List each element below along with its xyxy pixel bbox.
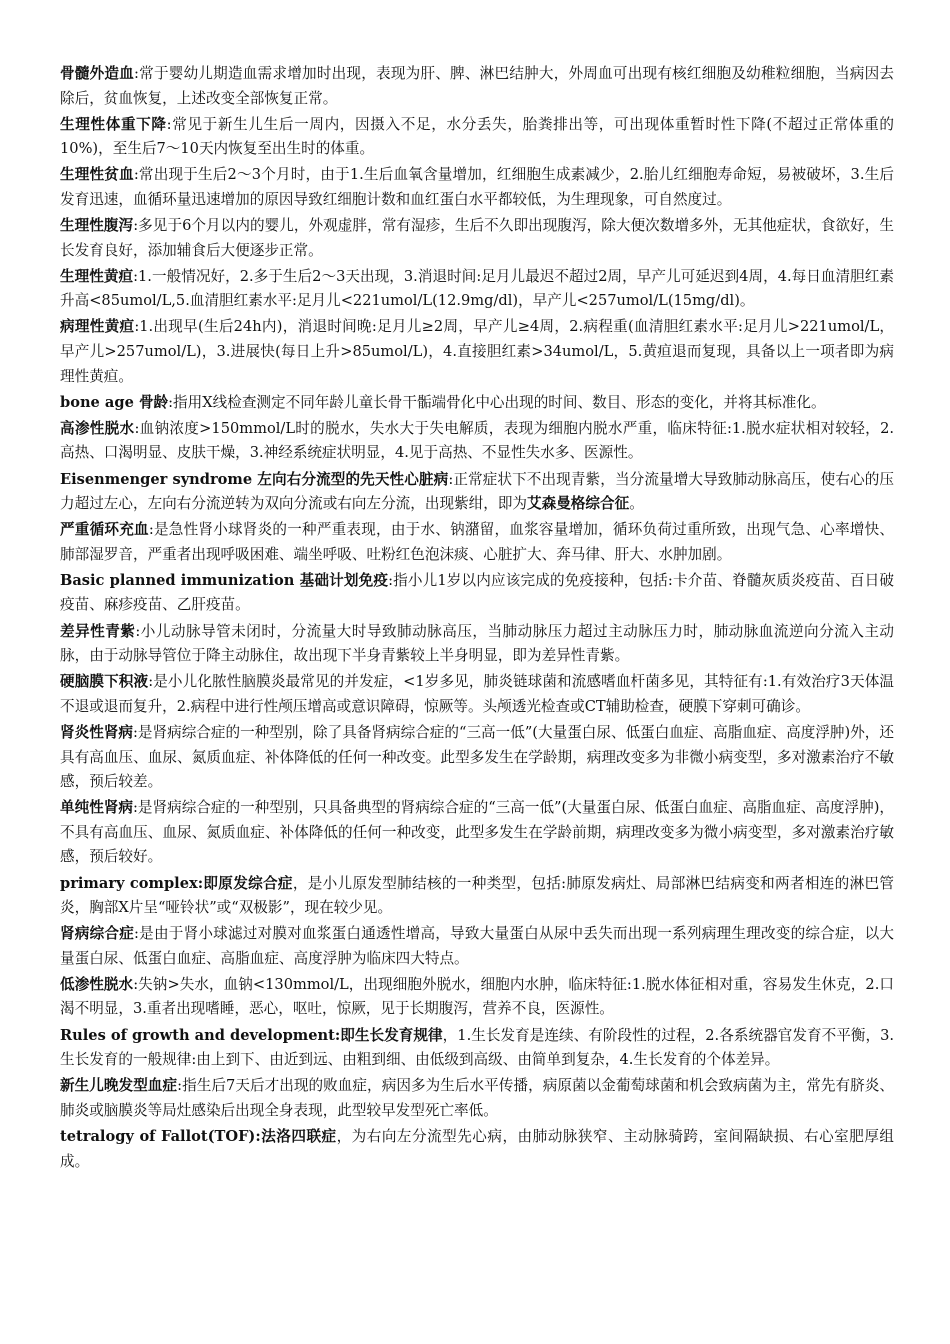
entry-definition: :失钠>失水，血钠<130mmol/L，出现细胞外脱水，细胞内水肿，临床特征:1.脱水体征相对重，容易发生休克，2.口渴不明显，3.重者出现嗜睡，恶心，呕吐，惊厥，见于长期腹泻，营养不良，医源性。 [60,975,894,1018]
glossary-entry [60,518,894,567]
entry-term: 低渗性脱水 [60,975,134,993]
glossary-entry [60,1125,894,1174]
entry-term: 肾炎性肾病 [60,723,133,741]
entry-term: 肾病综合症 [60,925,135,943]
glossary-entry [60,468,894,517]
entry-tail: 。 [629,495,644,513]
entry-definition: :小儿动脉导管未闭时，分流量大时导致肺动脉高压，当肺动脉压力超过主动脉压力时，肺动脉血流逆向分流入主动脉，由于动脉导管位于降主动脉住，故出现下半身青紫较上半身明显，即为差异性青紫。 [60,622,894,665]
entry-definition: :常于婴幼儿期造血需求增加时出现，表现为肝、脾、淋巴结肿大，外周血可出现有核红细胞及幼稚粒细胞，当病因去除后，贫血恢复，上述改变全部恢复正常。 [60,65,894,107]
entry-definition: :多见于6个月以内的婴儿，外观虚胖，常有湿疹，生后不久即出现腹泻，除大便次数增多外，无其他症状，食欲好，生长发育良好，添加辅食后大便逐步正常。 [60,217,894,259]
entry-term: 生理性体重下降 [60,115,167,133]
entry-definition: ，为右向左分流型先心病，由肺动脉狭窄、主动脉骑跨，室间隔缺损、右心室肥厚组成。 [60,1127,894,1170]
glossary-entry [60,391,894,416]
entry-term: 骨髓外造血 [60,65,135,82]
glossary-entry [60,569,894,618]
entry-definition: :指小儿1岁以内应该完成的免疫接种，包括:卡介苗、脊髓灰质炎疫苗、百日破疫苗、麻疹疫苗、乙肝疫苗。 [60,571,894,614]
glossary-entry [60,872,894,921]
entry-term: Basic planned immunization 基础计划免疫 [60,571,389,589]
glossary-entry [60,796,894,870]
entry-term-emphasis: 艾森曼格综合征 [527,495,630,513]
entry-definition: :是肾病综合症的一种型别，只具备典型的肾病综合症的“三高一低”(大量蛋白尿、低蛋白血症、高脂血症、高度浮肿)，不具有高血压、血尿、氮质血症、补体降低的任何一种改变，此型多发生在学龄前期，病理改变多为微小病变型，多对激素治疗敏感，预后较好。 [60,799,894,866]
entry-definition: :是由于肾小球滤过对膜对血浆蛋白通透性增高，导致大量蛋白从尿中丢失而出现一系列病理生理改变的综合症，以大量蛋白尿、低蛋白血症、高脂血症、高度浮肿为临床四大特点。 [60,925,894,967]
entry-definition: :常见于新生儿生后一周内，因摄入不足，水分丢失，胎粪排出等，可出现体重暂时性下降(不超过正常体重的10%)，至生后7～10天内恢复至出生时的体重。 [60,115,894,158]
entry-term: primary complex:即原发综合症 [60,874,293,892]
entry-term: 生理性贫血 [60,166,134,184]
entry-term: 新生儿晚发型血症 [60,1077,178,1095]
glossary-entry [60,163,894,212]
entry-definition: :1.出现早(生后24h内)，消退时间晚:足月儿≥2周，早产儿≥4周，2.病程重(血清胆红素水平:足月儿>221umol/L，早产儿>257umol/L)，3.进展快(每日上升>85umol/L)，4.直接胆红素>34umol/L，5.黄疸退而复现，具备以上一项者即为病理性黄疸。 [60,318,894,385]
entry-definition: :是小儿化脓性脑膜炎最常见的并发症，<1岁多见，肺炎链球菌和流感嗜血杆菌多见，其特征有:1.有效治疗3天体温不退或退而复升，2.病程中进行性颅压增高或意识障碍，惊厥等。头颅透光检查或CT辅助检查，硬膜下穿刺可确诊。 [60,673,894,715]
glossary-entry [60,315,894,389]
entry-definition: :指用X线检查测定不同年龄儿童长骨干骺端骨化中心出现的时间、数目、形态的变化，并将其标准化。 [168,393,826,411]
entry-term: 病理性黄疸 [60,318,135,336]
glossary-entry [60,1024,894,1073]
entry-definition: :指生后7天后才出现的败血症，病因多为生后水平传播，病原菌以金葡萄球菌和机会致病菌为主，常先有脐炎、肺炎或脑膜炎等局灶感染后出现全身表现，此型较早发型死亡率低。 [60,1077,894,1119]
glossary-entry [60,670,894,719]
glossary-entry [60,1074,894,1123]
glossary-entry [60,922,894,971]
glossary-entry [60,62,894,111]
glossary-entry [60,417,894,466]
glossary-entry [60,265,894,314]
entry-definition: :1.一般情况好，2.多于生后2～3天出现，3.消退时间:足月儿最迟不超过2周，早产儿可延迟到4周，4.每日血清胆红素升高<85umol/L,5.血清胆红素水平:足月儿<221umol/L(12.9mg/dl)，早产儿<257umol/L(15mg/dl)。 [60,267,894,310]
entry-term: 差异性青紫 [60,622,136,640]
entry-term: bone age 骨龄 [60,393,169,411]
entry-term: 生理性腹泻 [60,217,134,235]
glossary-entry [60,113,894,162]
entry-term: 硬脑膜下积液 [60,673,149,691]
entry-term: Rules of growth and development:即生长发育规律 [60,1026,443,1044]
entry-term: tetralogy of Fallot(TOF):法洛四联症 [60,1127,337,1145]
entry-definition: ，是小儿原发型肺结核的一种类型，包括:肺原发病灶、局部淋巴结病变和两者相连的淋巴管炎，胸部X片呈“哑铃状”或“双极影”，现在较少见。 [60,874,894,917]
entry-term: 严重循环充血 [60,521,149,539]
entry-term: 生理性黄疸 [60,267,134,285]
entry-term: 高渗性脱水 [60,419,135,437]
entry-definition: :血钠浓度>150mmol/L时的脱水，失水大于失电解质，表现为细胞内脱水严重，临床特征:1.脱水症状相对较轻，2.高热、口渴明显、皮肤干燥，3.神经系统症状明显，4.见于高热、不显性失水多、医源性。 [60,419,894,462]
glossary-entry [60,214,894,263]
glossary-entry [60,721,894,795]
entry-definition: :是肾病综合症的一种型别，除了具备肾病综合症的“三高一低”(大量蛋白尿、低蛋白血症、高脂血症、高度浮肿)外，还具有高血压、血尿、氮质血症、补体降低的任何一种改变。此型多发生在学龄期，病理改变多为非微小病变型，多对激素治疗不敏感，预后较差。 [60,723,894,791]
entry-definition: :常出现于生后2～3个月时，由于1.生后血氧含量增加，红细胞生成素减少，2.胎儿红细胞寿命短，易被破坏，3.生后发育迅速，血循环量迅速增加的原因导致红细胞计数和血红蛋白水平都较低，为生理现象，可自然度过。 [60,166,894,208]
glossary-entry [60,973,894,1022]
entry-definition: :正常症状下不出现青紫，当分流量增大导致肺动脉高压，使右心的压力超过左心，左向右分流逆转为双向分流或右向左分流，出现紫绀，即为 [60,470,894,513]
entry-term: Eisenmenger syndrome 左向右分流型的先天性心脏病 [60,470,449,488]
entry-term: 单纯性肾病 [60,799,133,817]
entry-definition: ，1.生长发育是连续、有阶段性的过程，2.各系统器官发育不平衡，3.生长发育的一般规律:由上到下、由近到远、由粗到细、由低级到高级、由简单到复杂，4.生长发育的个体差异。 [60,1026,894,1069]
glossary-entry [60,620,894,669]
entry-definition: :是急性肾小球肾炎的一种严重表现，由于水、钠潴留，血浆容量增加，循环负荷过重所致，出现气急、心率增快、肺部湿罗音，严重者出现呼吸困难、端坐呼吸、吐粉红色泡沫痰、心脏扩大、奔马律、肝大、水肿加剧。 [60,521,894,563]
